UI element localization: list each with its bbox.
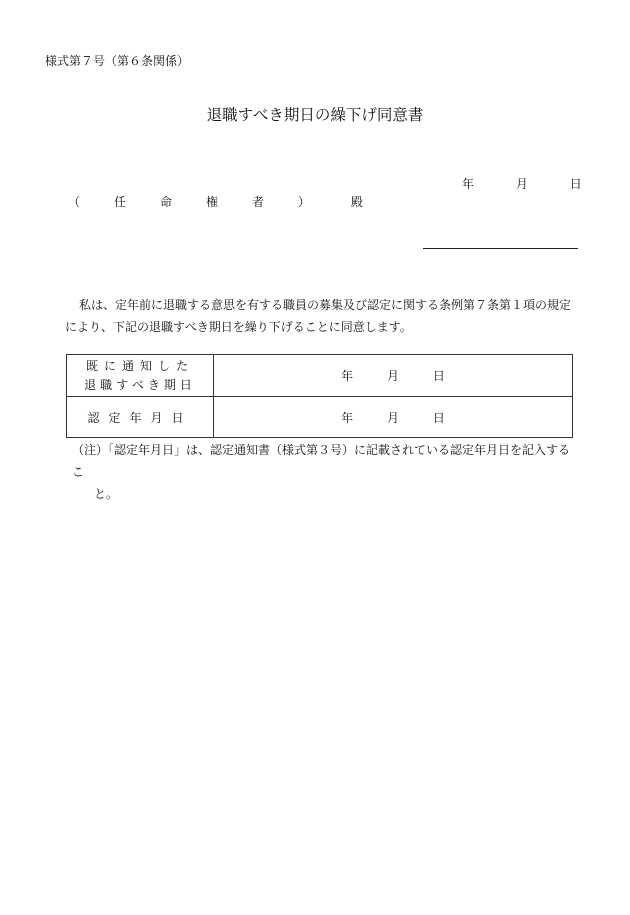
footnote-line: （注）「認定年月日」は、認定通知書（様式第３号）に記載されている認定年月日を記入するこ (72, 443, 571, 479)
date-table (66, 354, 573, 438)
footnote-line: と。 (94, 487, 119, 501)
form-number: 様式第７号（第６条関係） (45, 54, 190, 68)
field-day: 日 (432, 369, 445, 383)
label-notified-retirement-date (67, 355, 214, 397)
notified-retirement-date-field[interactable] (214, 355, 573, 397)
label-certification-date: 認定年月日 (67, 397, 214, 438)
field-day: 日 (432, 410, 445, 425)
date-day: 日 (569, 177, 582, 191)
signature-line[interactable] (423, 248, 578, 249)
honorific: 殿 (350, 195, 363, 209)
field-year: 年 (341, 369, 354, 383)
field-month: 月 (386, 410, 399, 425)
field-year: 年 (341, 410, 354, 425)
date-month: 月 (515, 177, 528, 191)
consent-statement: 私は、定年前に退職する意思を有する職員の募集及び認定に関する条例第７条第１項の規定により、下記の退職すべき期日を繰り下げることに同意します。 (65, 298, 572, 334)
table-row (67, 355, 573, 397)
document-title: 退職すべき期日の繰下げ同意書 (206, 106, 424, 124)
date-year: 年 (462, 177, 475, 191)
label-line: 退職すべき期日 (84, 377, 196, 392)
label-line: 既に通知した (85, 358, 194, 373)
appointing-authority: （ 任 命 権 者 ） (68, 195, 322, 209)
footnote (72, 439, 577, 505)
certification-date-field[interactable] (214, 397, 573, 438)
field-month: 月 (386, 369, 399, 383)
date-line (462, 175, 582, 192)
addressee (68, 193, 363, 210)
table-row (67, 397, 573, 438)
